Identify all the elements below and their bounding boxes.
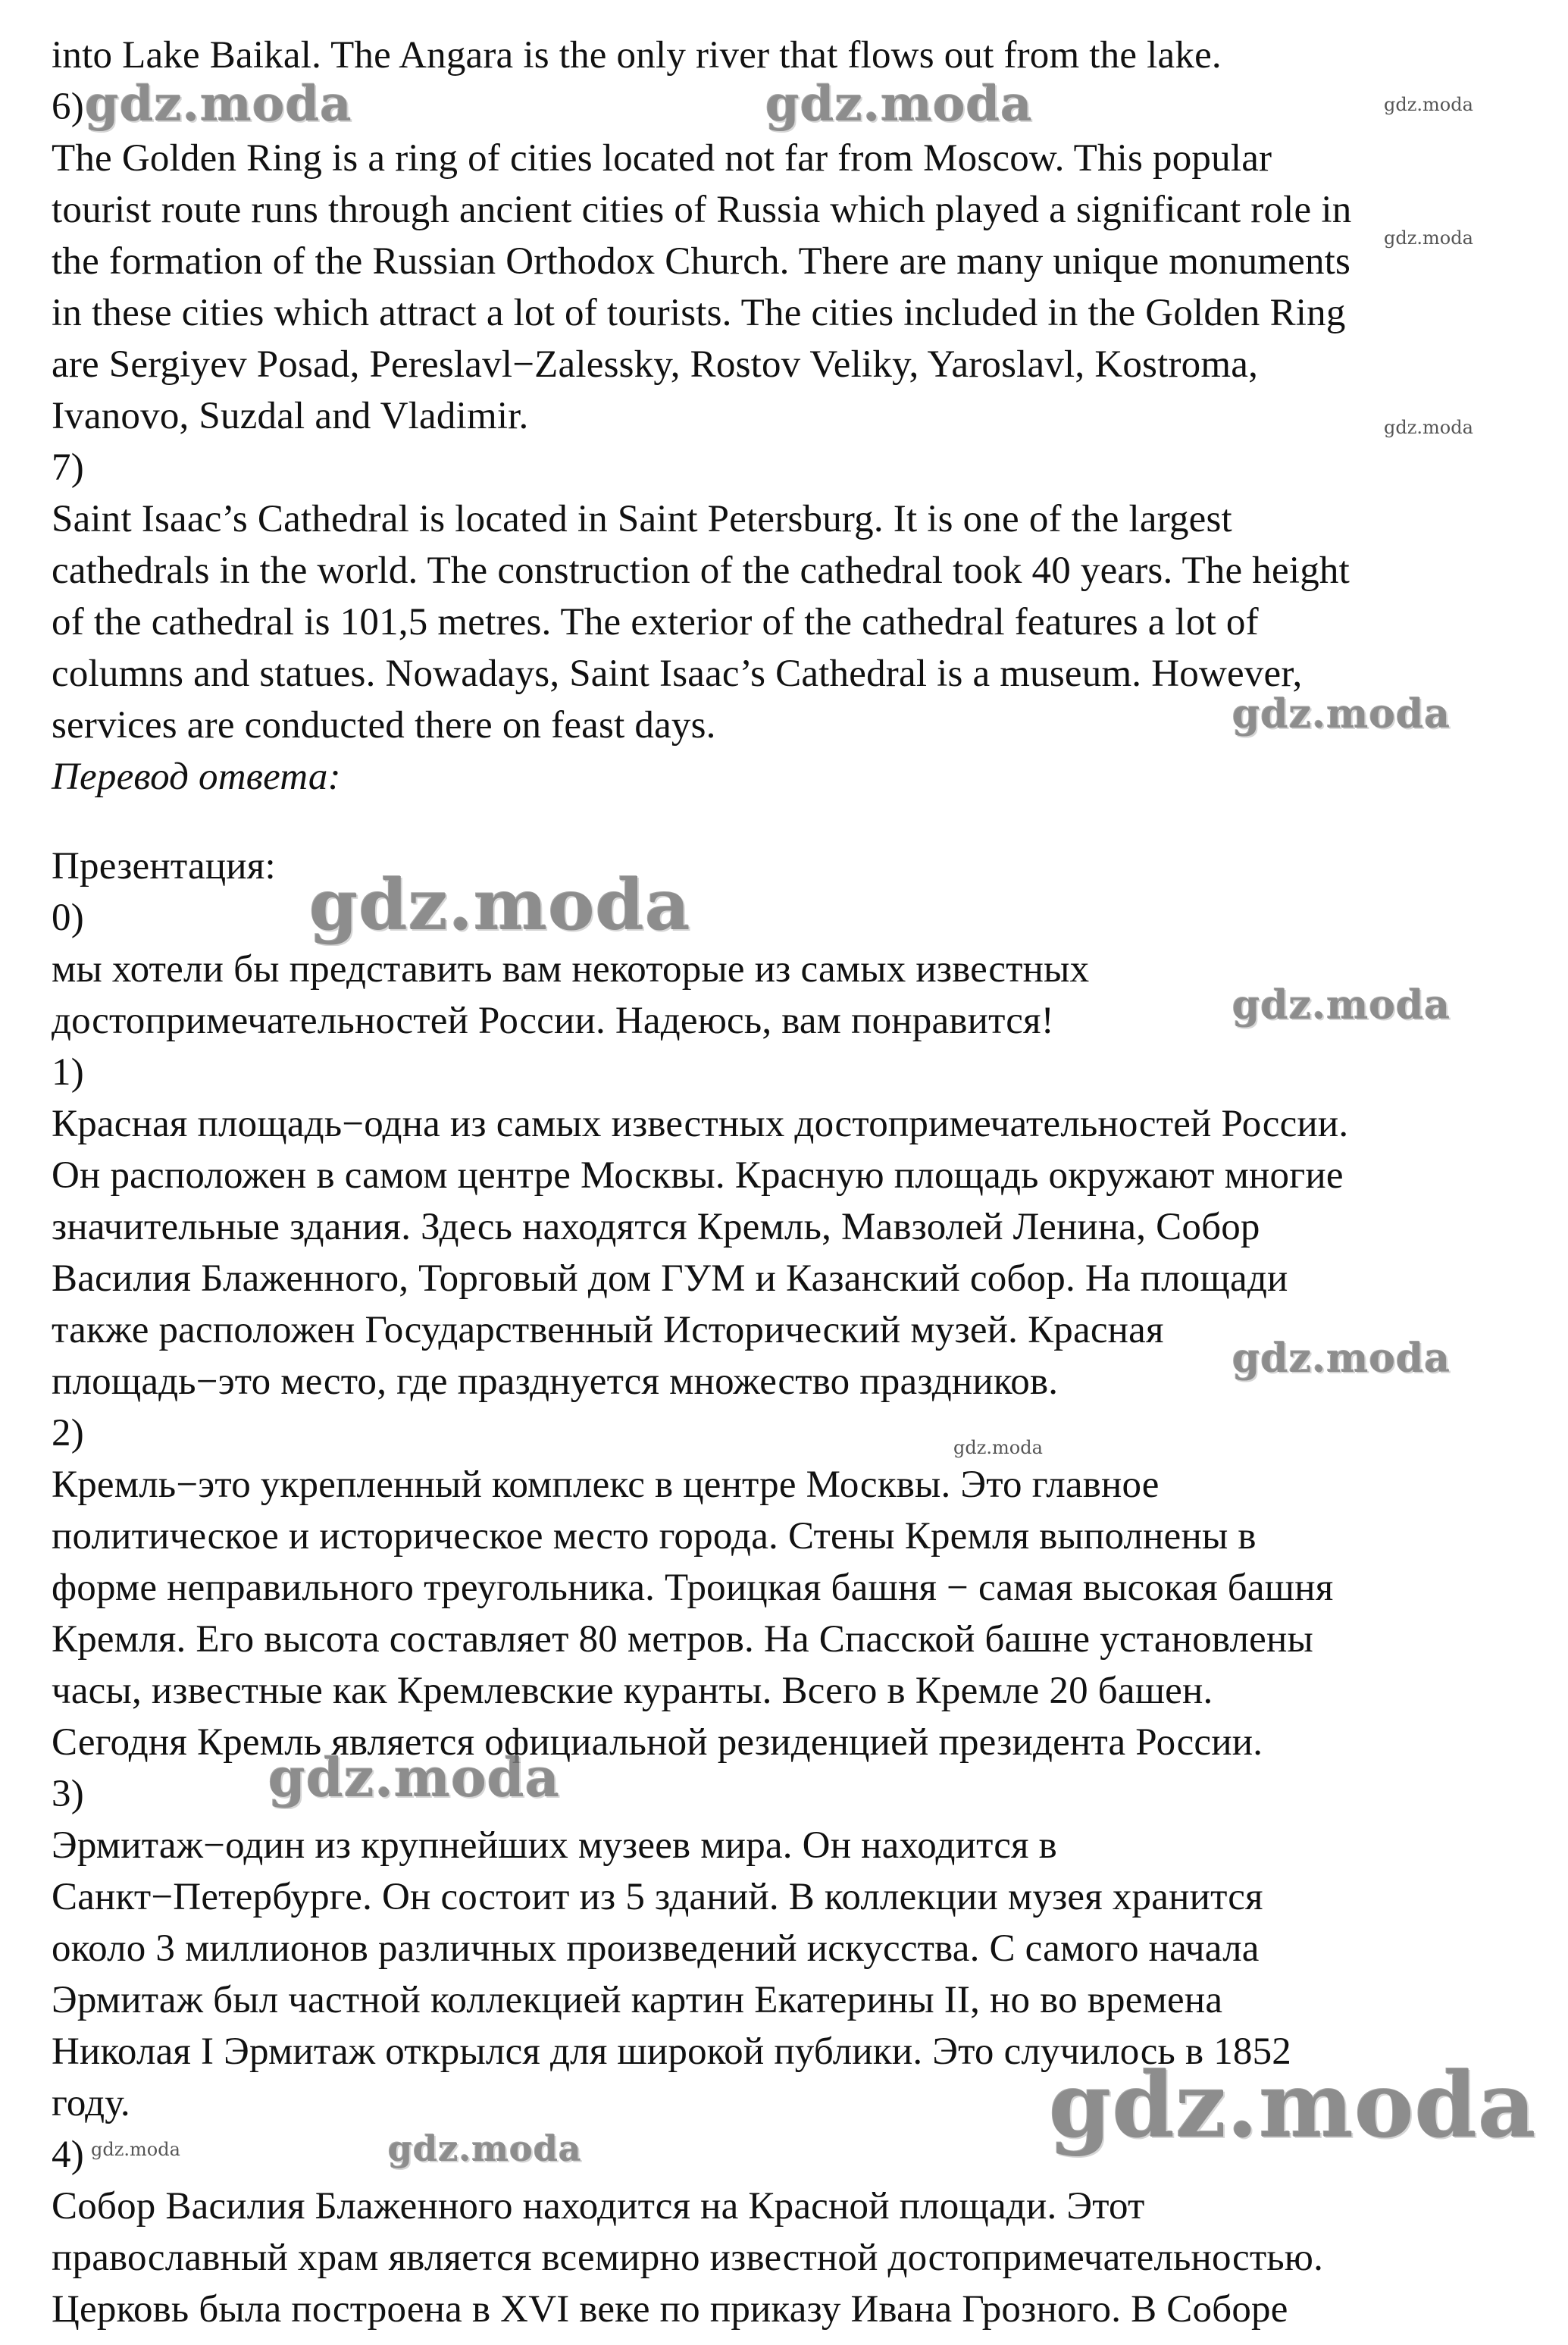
text-line: также расположен Государственный Исторический музей. Красная [52,1309,1164,1351]
item-number: 6) [52,86,84,128]
text-line: году. [52,2082,130,2124]
text-line: Собор Василия Блаженного находится на Красной площади. Этот [52,2185,1145,2228]
watermark: gdz.moda [85,76,352,133]
watermark: gdz.moda [1384,94,1473,115]
translation-heading: Перевод ответа: [52,756,341,798]
watermark: gdz.moda [309,864,691,946]
text-line: cathedrals in the world. The construction of the cathedral took 40 years. The height [52,549,1350,592]
watermark: gdz.moda [1049,2052,1537,2158]
text-line: The Golden Ring is a ring of cities located not far from Moscow. This popular [52,137,1272,180]
text-line: Кремль−это укрепленный комплекс в центре Москвы. Это главное [52,1464,1160,1506]
item-number: 2) [52,1412,84,1454]
text-line: площадь−это место, где празднуется множество праздников. [52,1360,1059,1403]
text-line: Церковь была построена в XVI веке по приказу Ивана Грозного. В Соборе [52,2288,1288,2331]
text-line: of the cathedral is 101,5 metres. The exterior of the cathedral features a lot of [52,601,1259,643]
text-line: into Lake Baikal. The Angara is the only river that flows out from the lake. [52,34,1222,77]
item-number: 1) [52,1051,84,1094]
item-number: 7) [52,446,84,489]
text-line: Saint Isaac’s Cathedral is located in Saint Petersburg. It is one of the largest [52,498,1232,540]
text-line: Эрмитаж был частной коллекцией картин Екатерины II, но во времена [52,1979,1223,2021]
text-line: православный храм является всемирно известной достопримечательностью. [52,2237,1324,2279]
watermark: gdz.moda [1232,691,1451,737]
item-number: 0) [52,897,84,939]
text-line: часы, известные как Кремлевские куранты. Всего в Кремле 20 башен. [52,1670,1213,1712]
text-line: Эрмитаж−один из крупнейших музеев мира. Он находится в [52,1824,1057,1867]
text-line: Санкт−Петербурге. Он состоит из 5 зданий. В коллекции музея хранится [52,1876,1263,1918]
text-line: in these cities which attract a lot of tourists. The cities included in the Golden Ring [52,292,1346,334]
text-line: мы хотели бы представить вам некоторые из самых известных [52,948,1090,991]
watermark: gdz.moda [953,1437,1043,1458]
text-line: политическое и историческое место города. Стены Кремля выполнены в [52,1515,1257,1558]
watermark: gdz.moda [1232,982,1451,1028]
watermark: gdz.moda [765,76,1033,133]
watermark: gdz.moda [1384,227,1473,249]
text-line: Николая I Эрмитаж открылся для широкой публики. Это случилось в 1852 [52,2030,1291,2073]
presentation-heading: Презентация: [52,845,276,888]
text-line: Ivanovo, Suzdal and Vladimir. [52,395,529,437]
text-line: tourist route runs through ancient cities of Russia which played a significant role in [52,189,1352,231]
watermark: gdz.moda [1384,417,1473,438]
text-line: Красная площадь−одна из самых известных достопримечательностей России. [52,1103,1349,1145]
watermark: gdz.moda [1232,1335,1451,1382]
text-line: достопримечательностей России. Надеюсь, вам понравится! [52,1000,1054,1042]
text-line: Кремля. Его высота составляет 80 метров. На Спасской башне установлены [52,1618,1313,1661]
watermark: gdz.moda [268,1746,561,1809]
text-line: форме неправильного треугольника. Троицкая башня − самая высокая башня [52,1567,1334,1609]
text-line: значительные здания. Здесь находятся Кремль, Мавзолей Ленина, Собор [52,1206,1260,1248]
text-line: Василия Блаженного, Торговый дом ГУМ и Казанский собор. На площади [52,1257,1288,1300]
watermark: gdz.moda [388,2128,582,2169]
text-line: Он расположен в самом центре Москвы. Красную площадь окружают многие [52,1154,1344,1197]
text-line: Сегодня Кремль является официальной резиденцией президента России. [52,1721,1263,1764]
text-line: the formation of the Russian Orthodox Church. There are many unique monuments [52,240,1351,283]
text-line: are Sergiyev Posad, Pereslavl−Zalessky, Rostov Veliky, Yaroslavl, Kostroma, [52,343,1259,386]
text-line: columns and statues. Nowadays, Saint Isaac’s Cathedral is a museum. However, [52,653,1303,695]
watermark: gdz.moda [91,2139,180,2160]
item-number: 3) [52,1773,84,1815]
item-number: 4) [52,2134,84,2176]
text-line: около 3 миллионов различных произведений искусства. С самого начала [52,1927,1260,1970]
text-line: services are conducted there on feast days. [52,704,716,747]
